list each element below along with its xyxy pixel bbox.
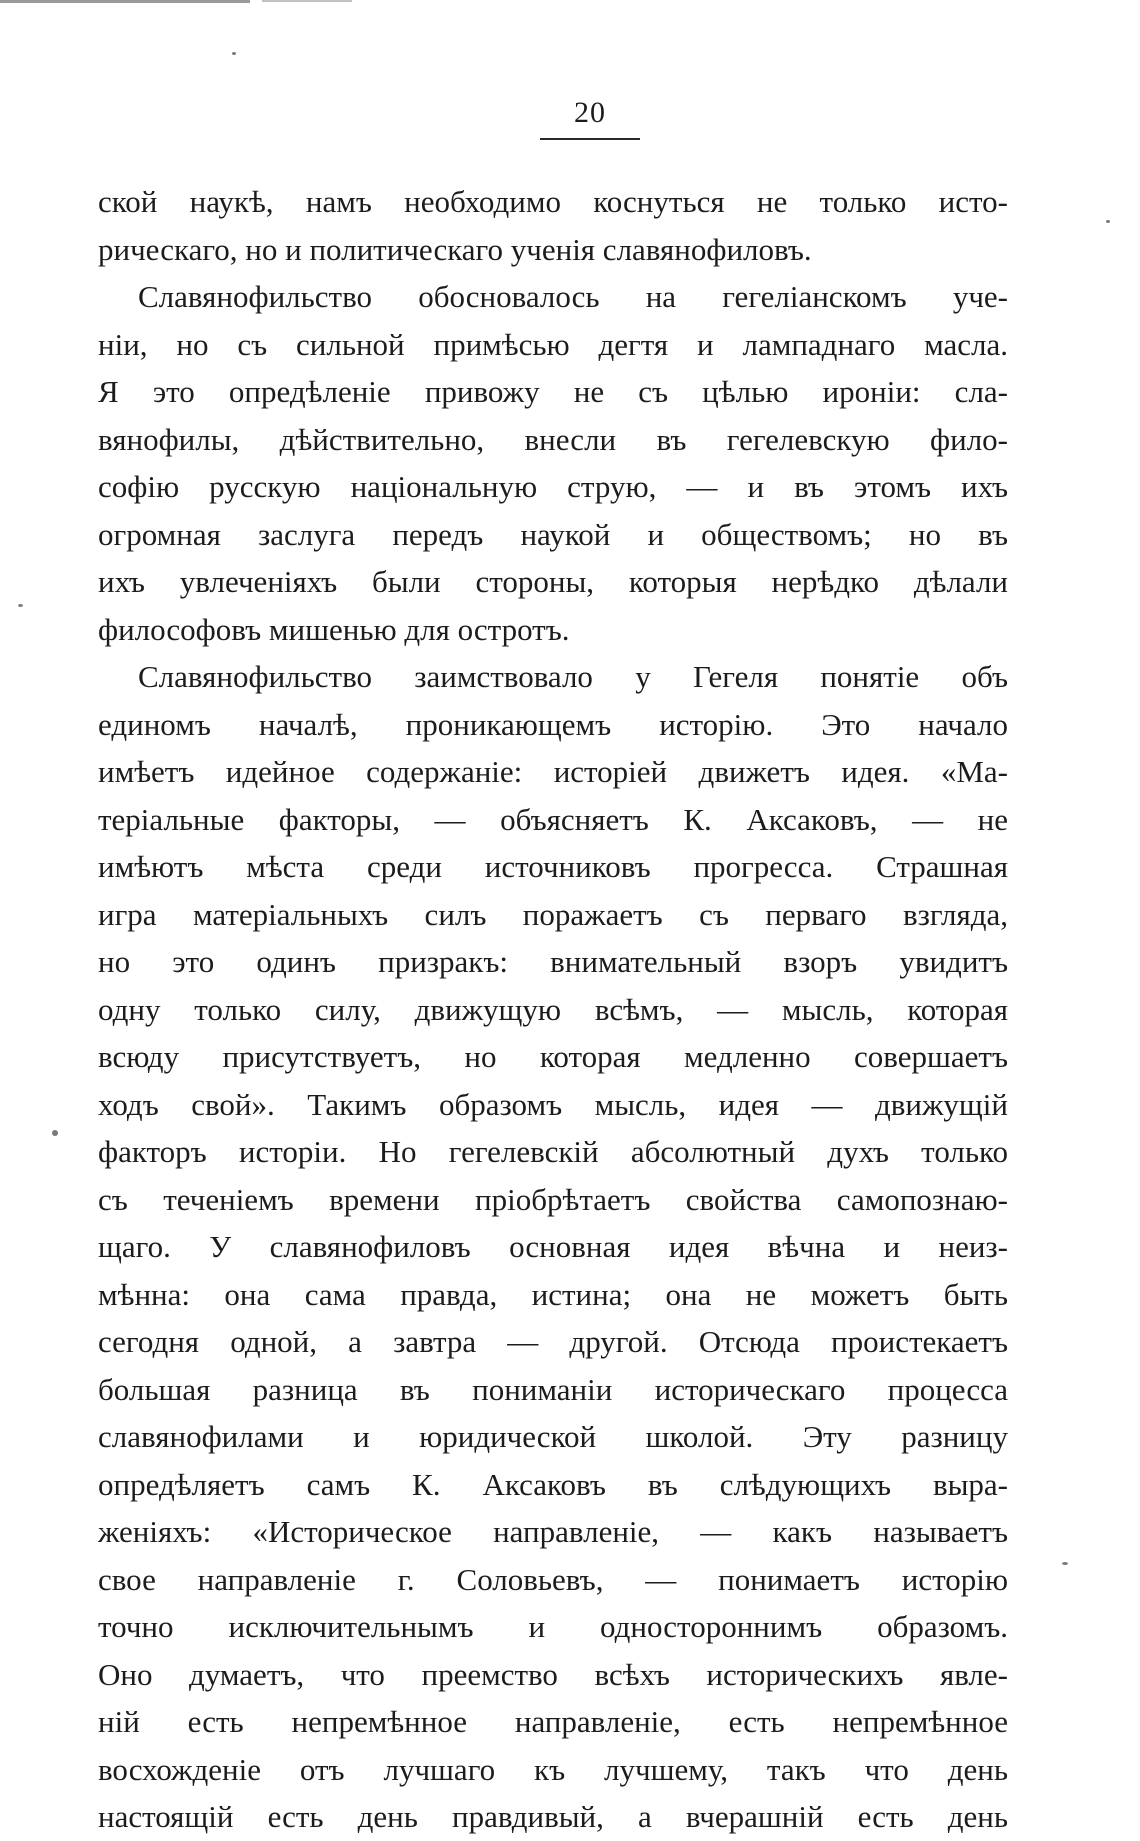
text-line: имѣетъ идейное содержаніе: исторіей движетъ идея. «Ма- <box>98 754 1008 789</box>
text-line: ніи, но съ сильной примѣсью дегтя и лампаднаго масла. <box>98 326 1008 362</box>
text-line: Славянофильство заимствовало у Гегеля понятіе объ <box>138 659 1008 694</box>
text-line: настоящій есть день правдивый, а вчерашній есть день <box>98 1799 1008 1834</box>
text-line: мѣнна: она сама правда, истина; она не можетъ быть <box>98 1276 1008 1312</box>
text-line: славянофилами и юридической школой. Эту разницу <box>98 1419 1008 1454</box>
text-line: ходъ свой». Такимъ образомъ мысль, идея — движущій <box>98 1086 1008 1122</box>
text-line: всюду присутствуетъ, но которая медленно совершаетъ <box>98 1039 1008 1074</box>
text-line: сегодня одной, а завтра — другой. Отсюда проистекаетъ <box>98 1324 1008 1359</box>
text-line: Оно думаетъ, что преемство всѣхъ историческихъ явле- <box>98 1656 1008 1692</box>
scan-speck <box>18 604 23 607</box>
scan-speck <box>52 1130 58 1136</box>
scan-speck <box>1106 220 1110 223</box>
text-line: софію русскую національную струю, — и въ этомъ ихъ <box>98 469 1008 504</box>
page-number: 20 <box>574 96 606 129</box>
text-line: одну только силу, движущую всѣмъ, — мысль, которая <box>98 991 1008 1027</box>
text-line: рическаго, но и политическаго ученія славянофиловъ. <box>98 231 812 267</box>
text-line: игра матеріальныхъ силъ поражаетъ съ перваго взгляда, <box>98 896 1008 932</box>
body-text <box>98 178 1008 1841</box>
scan-edge-mark <box>0 0 250 3</box>
text-line: но это одинъ призракъ: внимательный взоръ увидитъ <box>98 944 1008 979</box>
text-line: философовъ мишенью для остротъ. <box>98 611 570 647</box>
text-line: точно исключительнымъ и одностороннимъ образомъ. <box>98 1609 1008 1644</box>
scan-speck <box>1062 1562 1068 1565</box>
text-line: Я это опредѣленіе привожу не съ цѣлью ироніи: сла- <box>98 374 1008 409</box>
text-line: Славянофильство обосновалось на гегеліанскомъ уче- <box>138 279 1008 314</box>
scan-edge-mark <box>262 0 352 2</box>
text-line: теріальные факторы, — объясняетъ К. Аксаковъ, — не <box>98 801 1008 837</box>
text-line: ній есть непремѣнное направленіе, есть непремѣнное <box>98 1704 1008 1739</box>
text-line: факторъ исторіи. Но гегелевскій абсолютный духъ только <box>98 1134 1008 1169</box>
text-line: женіяхъ: «Историческое направленіе, — какъ называетъ <box>98 1514 1008 1549</box>
text-line: восхожденіе отъ лучшаго къ лучшему, такъ что день <box>98 1751 1008 1787</box>
text-line: имѣютъ мѣста среди источниковъ прогресса. Страшная <box>98 849 1008 884</box>
text-line: щаго. У славянофиловъ основная идея вѣчна и неиз- <box>98 1229 1008 1264</box>
text-line: огромная заслуга передъ наукой и обществомъ; но въ <box>98 516 1008 552</box>
text-line: ихъ увлеченіяхъ были стороны, которыя нерѣдко дѣлали <box>98 564 1008 599</box>
scan-speck <box>232 52 236 55</box>
text-line: единомъ началѣ, проникающемъ исторію. Это начало <box>98 706 1008 742</box>
page-header <box>515 96 665 140</box>
text-line: ской наукѣ, намъ необходимо коснуться не только исто- <box>98 184 1008 219</box>
text-line: вянофилы, дѣйствительно, внесли въ гегелевскую фило- <box>98 421 1008 457</box>
text-line: опредѣляетъ самъ К. Аксаковъ въ слѣдующихъ выра- <box>98 1466 1008 1502</box>
text-line: свое направленіе г. Соловьевъ, — понимаетъ исторію <box>98 1561 1008 1597</box>
text-line: большая разница въ пониманіи историческаго процесса <box>98 1371 1008 1407</box>
text-line: съ теченіемъ времени пріобрѣтаетъ свойства самопознаю- <box>98 1181 1008 1217</box>
page-number-rule <box>540 138 640 140</box>
